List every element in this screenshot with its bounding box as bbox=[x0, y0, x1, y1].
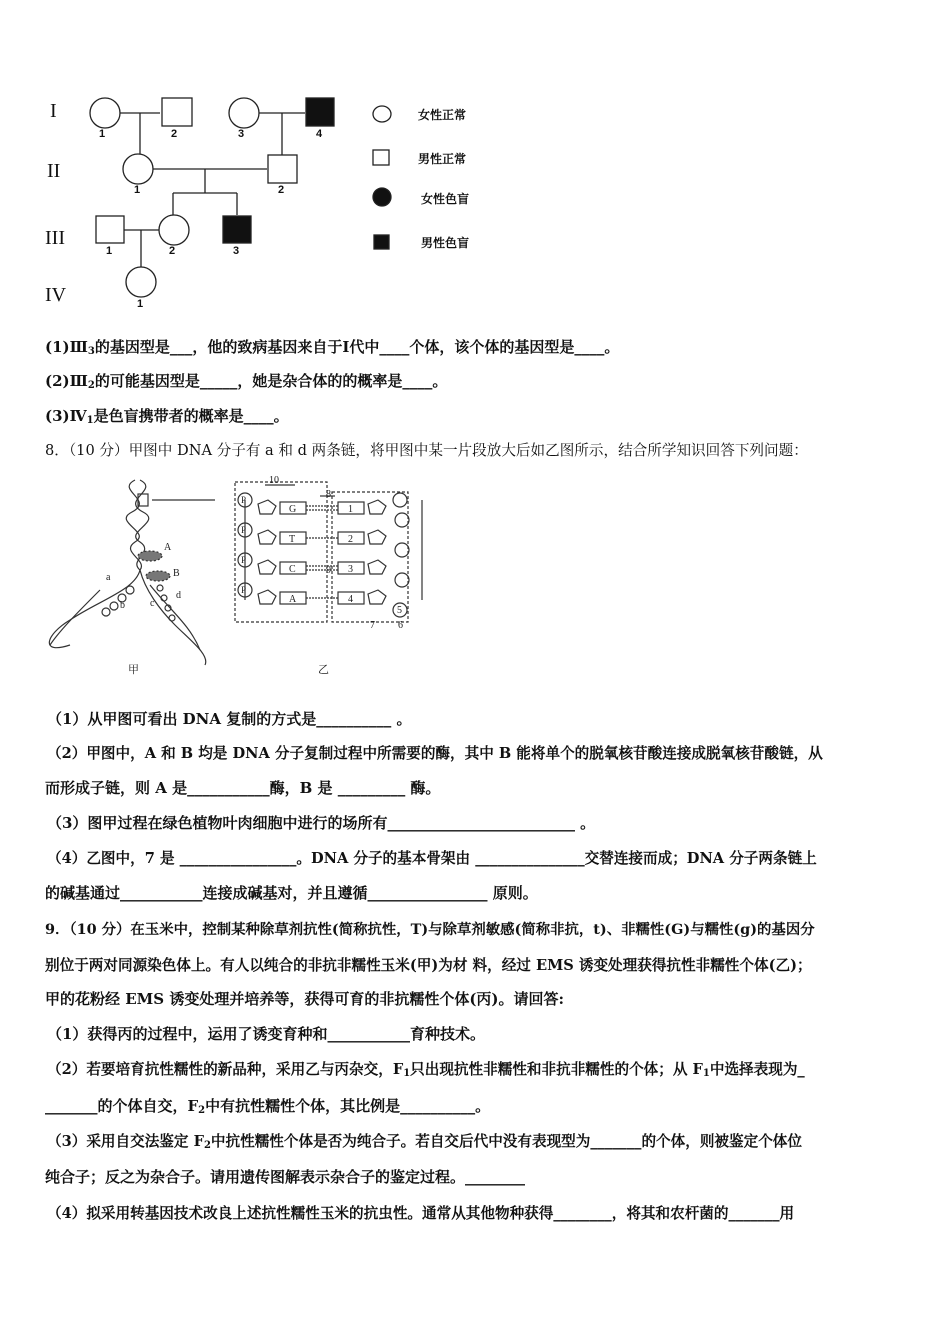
q9-sub3-line2: 纯合子；反之为杂合子。请用遗传图解表示杂合子的鉴定过程。________ bbox=[45, 1168, 526, 1186]
legend-male-colorblind-icon bbox=[374, 235, 389, 249]
fig-label-P: P bbox=[241, 585, 247, 595]
fig-label-a: a bbox=[106, 572, 111, 583]
q9-sub3-line1: （3）采用自交法鉴定 F2中抗性糯性个体是否为纯合子。若自交后代中没有表现型为_______的个体，则被鉴定个体位 bbox=[47, 1133, 802, 1151]
individual-number: 1 bbox=[137, 298, 144, 310]
fig-label-P: P bbox=[241, 525, 247, 535]
generation-label-3: III bbox=[45, 227, 65, 249]
legend-female-colorblind-icon bbox=[373, 188, 391, 206]
male-colorblind-symbol bbox=[306, 98, 334, 126]
q9-stem-line2: 别位于两对同源染色体上。有人以纯合的非抗非糯性玉米(甲)为材 料，经过 EMS 诱变处理获得抗性非糯性个体(乙)； bbox=[45, 957, 812, 974]
fig-label-P: P bbox=[241, 555, 247, 565]
generation-label-4: IV bbox=[45, 284, 67, 306]
q9-stem-line3: 甲的花粉经 EMS 诱变处理并培养等，获得可育的非抗糯性个体(丙)。请回答: bbox=[45, 990, 565, 1008]
individual-number: 4 bbox=[316, 128, 323, 140]
base-G: G bbox=[289, 504, 297, 515]
q8-sub4-line1: （4）乙图中，7 是 ________________。DNA 分子的基本骨架由 _______________交替连接而成；DNA 分子两条链上 bbox=[47, 850, 817, 867]
male-normal-symbol bbox=[162, 98, 192, 126]
legend-male-normal-icon bbox=[373, 150, 389, 165]
individual-number: 2 bbox=[171, 128, 178, 140]
individual-number: 3 bbox=[238, 128, 245, 140]
legend-female-normal: 女性正常 bbox=[418, 108, 467, 122]
generation-label-1: I bbox=[50, 100, 57, 122]
pair-4: 4 bbox=[348, 594, 353, 605]
fig-label-9: 9 bbox=[326, 565, 331, 576]
q8-sub2-line1: （2）甲图中，A 和 B 均是 DNA 分子复制过程中所需要的酶，其中 B 能将单个的脱氧核苷酸连接成脱氧核苷酸链，从 bbox=[47, 745, 823, 762]
q9-stem-line1: 9．（10 分）在玉米中，控制某种除草剂抗性(简称抗性，T)与除草剂敏感(简称非抗，t)、非糯性(G)与糯性(g)的基因分 bbox=[45, 921, 815, 938]
male-colorblind-symbol bbox=[223, 216, 251, 243]
individual-number: 2 bbox=[169, 245, 176, 257]
pair-2: 2 bbox=[348, 534, 353, 545]
individual-number: 2 bbox=[278, 184, 285, 196]
q9-sub2-line1: （2）若要培育抗性糯性的新品种，采用乙与丙杂交，F1只出现抗性非糯性和非抗非糯性的个体；从 F1中选择表现为_ bbox=[47, 1061, 805, 1079]
pair-1: 1 bbox=[348, 504, 353, 515]
q8-stem: 8．（10 分）甲图中 DNA 分子有 a 和 d 两条链，将甲图中某一片段放大后如乙图所示，结合所学知识回答下列问题： bbox=[45, 442, 808, 459]
female-normal-symbol bbox=[159, 215, 189, 245]
fig-label-5: 5 bbox=[397, 605, 402, 616]
q8-sub4-line2: 的碱基通过___________连接成碱基对，并且遵循________________ 原则。 bbox=[45, 884, 538, 902]
legend-female-colorblind: 女性色盲 bbox=[421, 192, 470, 206]
fig-label-10: 10 bbox=[269, 475, 279, 486]
individual-number: 3 bbox=[233, 245, 240, 257]
female-normal-symbol bbox=[229, 98, 259, 128]
fig-label-b: b bbox=[120, 600, 125, 611]
fig-label-7: 7 bbox=[370, 620, 375, 631]
q9-sub4: （4）拟采用转基因技术改良上述抗性糯性玉米的抗虫性。通常从其他物种获得________，将其和农杆菌的_______用 bbox=[47, 1205, 795, 1222]
male-normal-symbol bbox=[96, 216, 124, 243]
legend-male-colorblind: 男性色盲 bbox=[421, 236, 470, 250]
generation-label-2: II bbox=[47, 160, 61, 182]
female-normal-symbol bbox=[90, 98, 120, 128]
q9-sub1: （1）获得丙的过程中，运用了诱变育种和___________育种技术。 bbox=[47, 1025, 485, 1043]
q7-sub3: (3)Ⅳ1是色盲携带者的概率是____。 bbox=[45, 407, 289, 426]
female-normal-symbol bbox=[123, 154, 153, 184]
q7-sub2: (2)Ⅲ2的可能基因型是_____，她是杂合体的的概率是____。 bbox=[45, 372, 448, 391]
fig-label-8: 8 bbox=[326, 489, 331, 500]
fig-label-yi: 乙 bbox=[318, 664, 329, 676]
base-T: T bbox=[289, 534, 296, 545]
fig-label-P: P bbox=[241, 495, 247, 505]
base-C: C bbox=[289, 564, 296, 575]
q8-sub1: （1）从甲图可看出 DNA 复制的方式是__________ 。 bbox=[47, 710, 412, 728]
q8-sub2-line2: 而形成子链，则 A 是___________酶，B 是 _________ 酶。 bbox=[45, 779, 441, 797]
individual-number: 1 bbox=[99, 128, 106, 140]
q7-sub1: (1)Ⅲ3的基因型是___，他的致病基因来自于Ⅰ代中____个体，该个体的基因型是____。 bbox=[45, 338, 620, 357]
q8-sub3: （3）图甲过程在绿色植物叶肉细胞中进行的场所有_________________________ 。 bbox=[47, 814, 596, 832]
fig-label-c: c bbox=[150, 598, 155, 609]
fig-label-A: A bbox=[164, 542, 172, 553]
legend-female-normal-icon bbox=[373, 106, 391, 122]
q9-sub2-line2: _______的个体自交，F2中有抗性糯性个体，其比例是__________。 bbox=[45, 1097, 491, 1116]
fig-label-6: 6 bbox=[398, 620, 403, 631]
legend-male-normal: 男性正常 bbox=[418, 152, 467, 166]
dna-replication-figure bbox=[40, 470, 440, 685]
female-normal-symbol bbox=[126, 267, 156, 297]
fig-label-B: B bbox=[173, 568, 180, 579]
individual-number: 1 bbox=[106, 245, 113, 257]
fig-label-jia: 甲 bbox=[128, 664, 139, 676]
pair-3: 3 bbox=[348, 564, 353, 575]
base-A: A bbox=[289, 594, 297, 605]
individual-number: 1 bbox=[134, 184, 141, 196]
male-normal-symbol bbox=[268, 155, 297, 183]
fig-label-d: d bbox=[176, 590, 181, 601]
